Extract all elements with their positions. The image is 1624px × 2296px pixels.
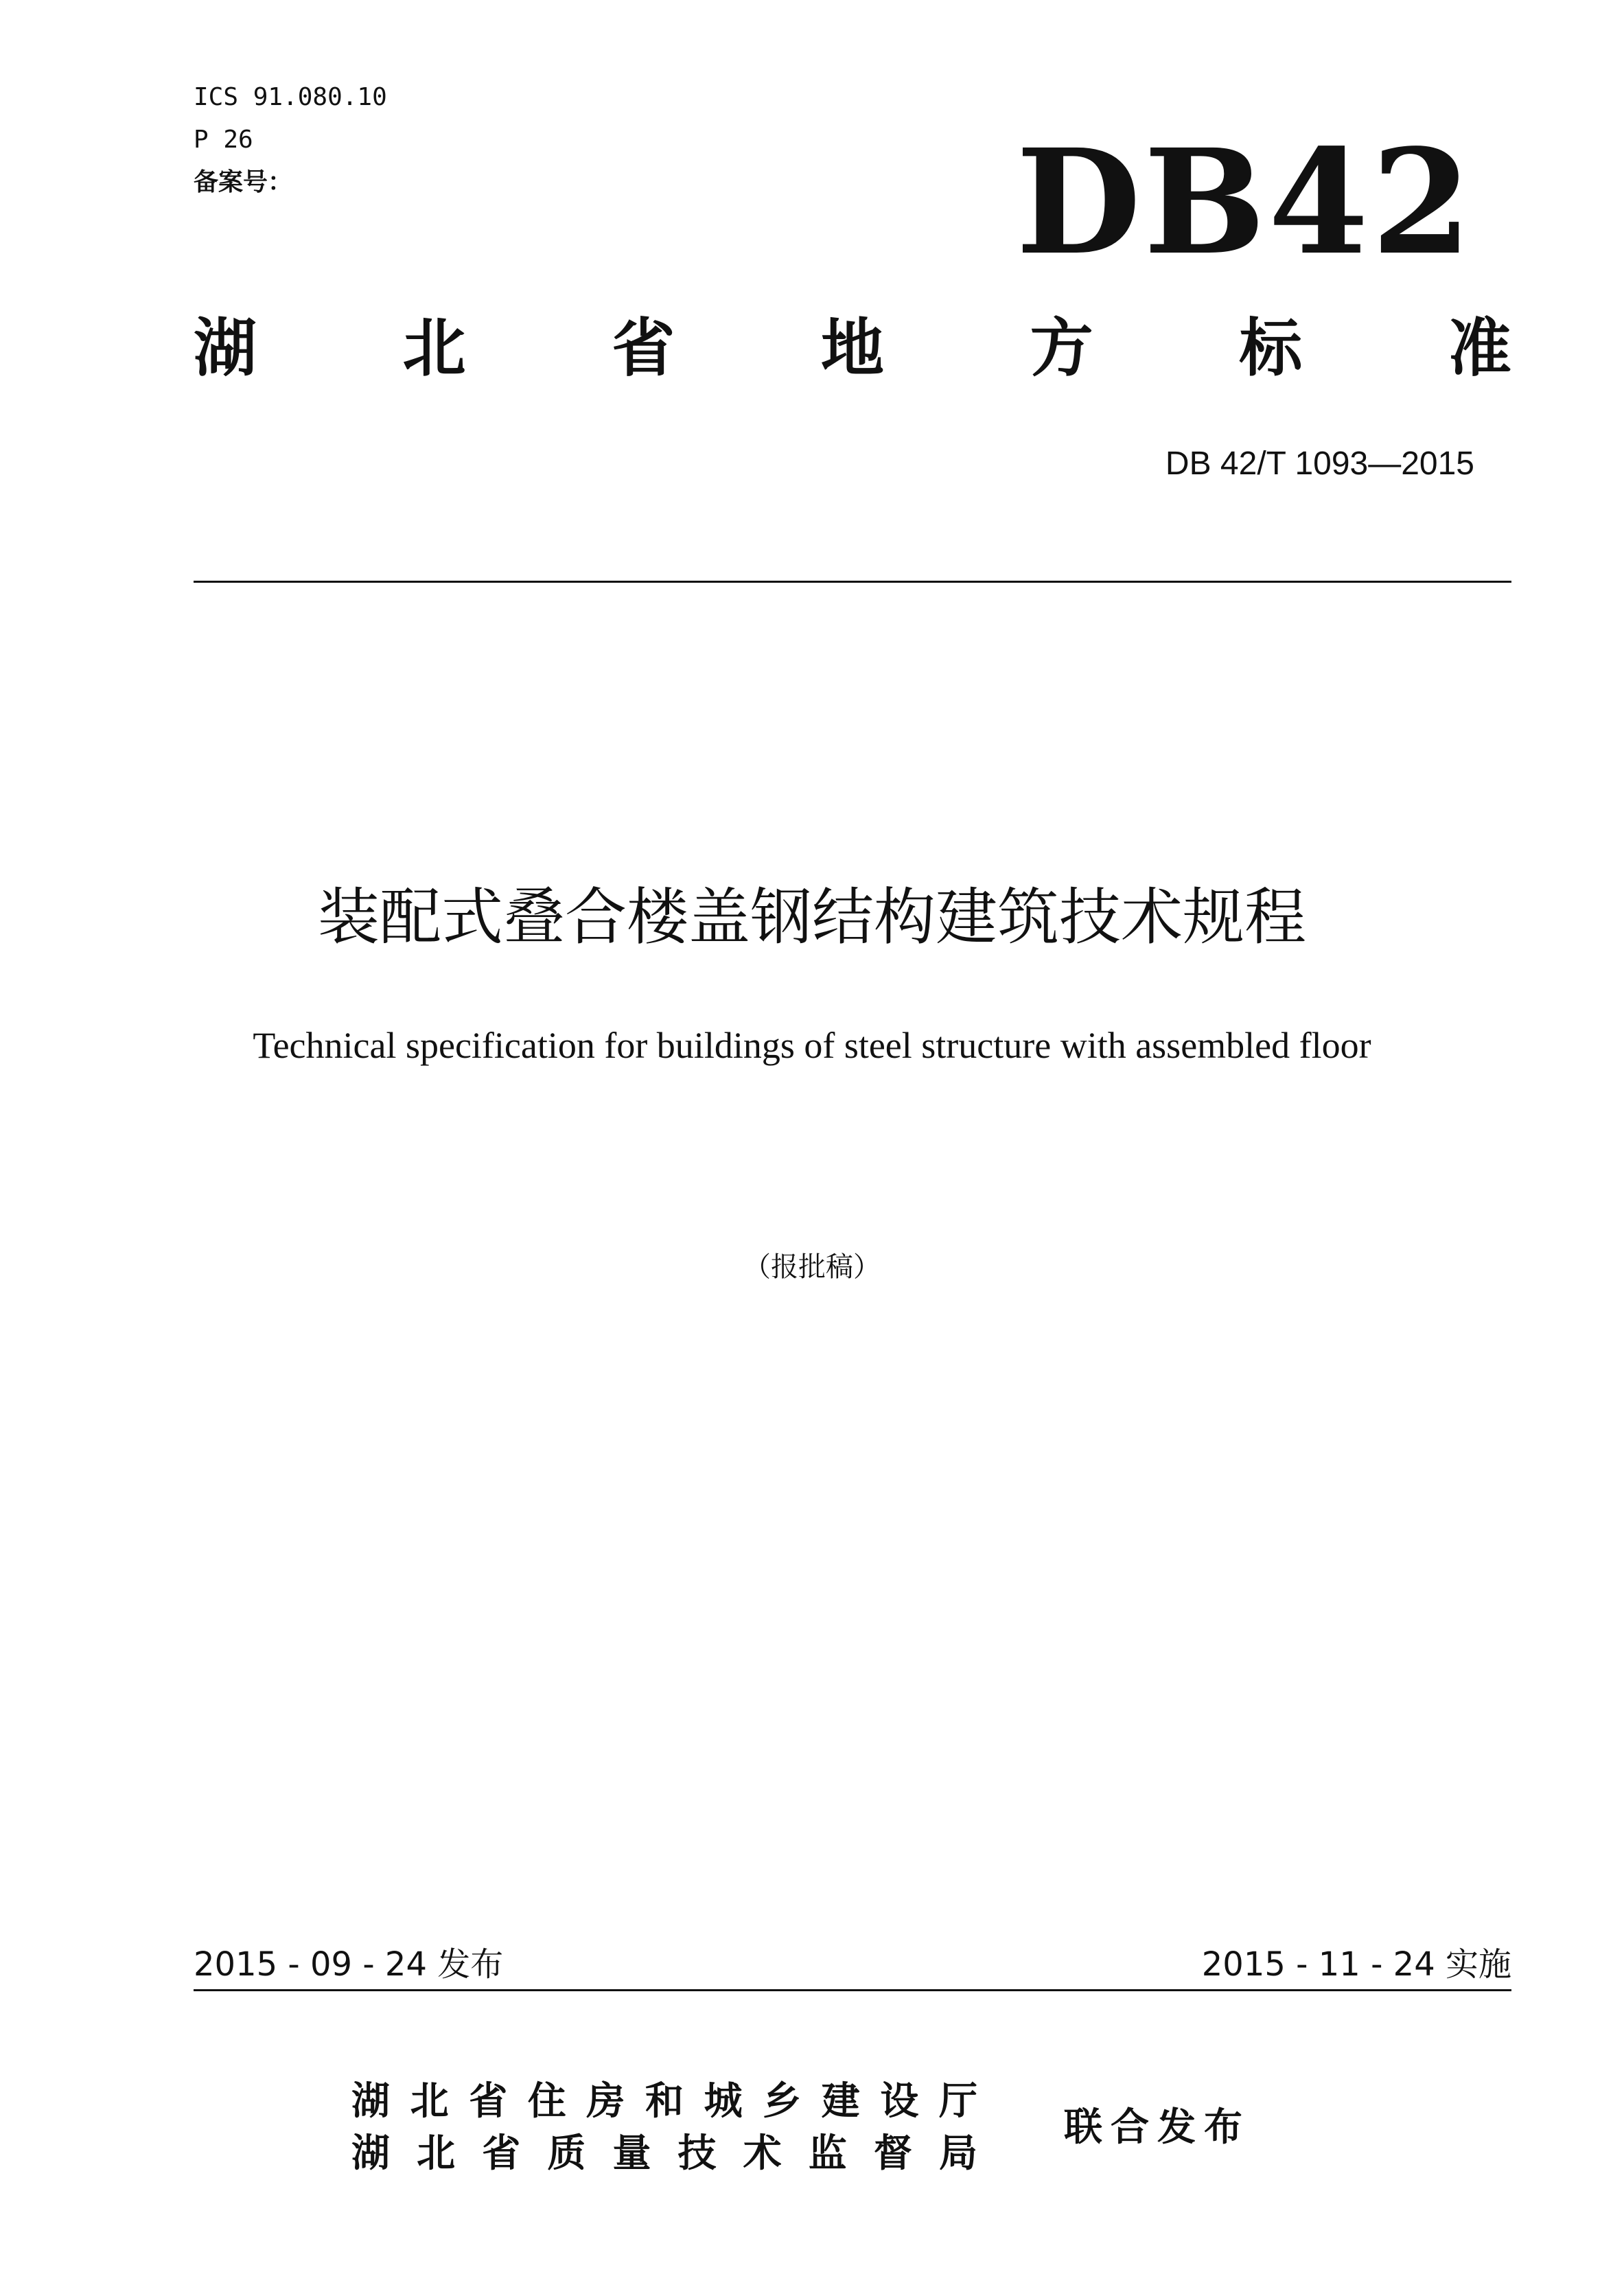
issuer-char: 设 bbox=[880, 2079, 919, 2124]
issuer-char: 厅 bbox=[938, 2079, 977, 2124]
joint-release-label: 联合发布 bbox=[1064, 2105, 1251, 2150]
issuer-char: 局 bbox=[938, 2131, 977, 2176]
issuer-char: 住 bbox=[527, 2079, 566, 2124]
standard-type-char: 准 bbox=[1448, 312, 1511, 385]
issuer-char: 省 bbox=[482, 2131, 521, 2176]
standard-type-char: 标 bbox=[1239, 312, 1303, 385]
effective-date: 2015 - 11 - 24 实施 bbox=[1201, 1945, 1511, 1984]
issuer-char: 建 bbox=[821, 2079, 860, 2124]
standard-type-char: 地 bbox=[820, 312, 884, 385]
standard-type-char: 湖 bbox=[194, 312, 257, 385]
standard-number: DB 42/T 1093—2015 bbox=[1165, 445, 1474, 482]
issuer-char: 北 bbox=[417, 2131, 456, 2176]
standard-type bbox=[194, 312, 1511, 385]
issuer-char: 湖 bbox=[351, 2079, 390, 2124]
record-number-label: 备案号： bbox=[194, 168, 293, 196]
issuer-char: 质 bbox=[547, 2131, 586, 2176]
issue-date: 2015 - 09 - 24 发布 bbox=[194, 1945, 504, 1984]
issuer-char: 监 bbox=[808, 2131, 847, 2176]
standard-type-char: 省 bbox=[612, 312, 675, 385]
issuer-char: 术 bbox=[743, 2131, 782, 2176]
header-divider bbox=[194, 581, 1511, 583]
issuer-char: 技 bbox=[677, 2131, 717, 2176]
issuer-char: 省 bbox=[469, 2079, 508, 2124]
issuer-char: 乡 bbox=[763, 2079, 802, 2124]
issuer-housing-department bbox=[351, 2079, 977, 2124]
draft-status: （报批稿） bbox=[743, 1251, 881, 1283]
issuer-char: 督 bbox=[873, 2131, 912, 2176]
issuer-char: 湖 bbox=[351, 2131, 390, 2176]
document-title-chinese: 装配式叠合楼盖钢结构建筑技术规程 bbox=[318, 881, 1306, 953]
issuer-char: 和 bbox=[645, 2079, 684, 2124]
issuer-char: 北 bbox=[410, 2079, 449, 2124]
issuer-quality-bureau bbox=[351, 2131, 977, 2176]
issuer-char: 城 bbox=[704, 2079, 743, 2124]
ics-code: ICS 91.080.10 bbox=[194, 83, 387, 111]
standard-type-char: 北 bbox=[402, 312, 466, 385]
standard-type-char: 方 bbox=[1030, 312, 1093, 385]
issuer-char: 房 bbox=[586, 2079, 625, 2124]
footer-divider bbox=[194, 1989, 1511, 1991]
document-title-english: Technical specification for buildings of steel structure with assembled floor bbox=[253, 1025, 1371, 1066]
db-logo: DB42 bbox=[1016, 117, 1474, 287]
issuer-char: 量 bbox=[612, 2131, 651, 2176]
classification-code: P 26 bbox=[194, 126, 253, 154]
